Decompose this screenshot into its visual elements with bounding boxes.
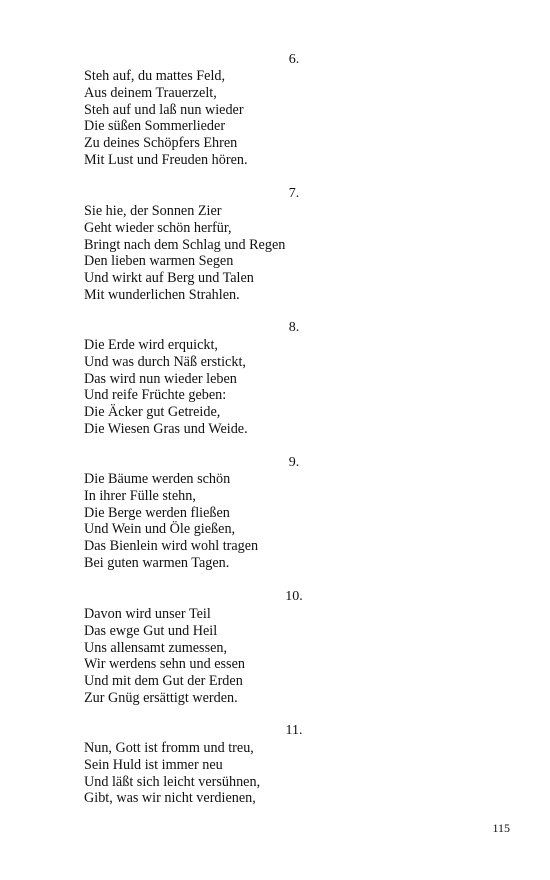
verse-line: Gibt, was wir nicht verdienen,	[84, 790, 256, 807]
verse-line: Geht wieder schön herfür,	[84, 219, 232, 236]
verse-line: In ihrer Fülle stehn,	[84, 487, 196, 504]
verse-line: Die Berge werden fließen	[84, 504, 230, 521]
stanza-lines	[84, 203, 285, 304]
verse-line: Aus deinem Trauerzelt,	[84, 84, 217, 101]
verse-line: Zur Gnüg ersättigt werden.	[84, 689, 238, 706]
stanza-number: 10.	[285, 589, 303, 604]
verse-line: Und mit dem Gut der Erden	[84, 673, 243, 690]
stanza-lines	[84, 740, 260, 807]
verse-line: Zu deines Schöpfers Ehren	[84, 135, 238, 152]
verse-line: Steh auf und laß nun wieder	[84, 101, 244, 118]
verse-line: Das Bienlein wird wohl tragen	[84, 538, 259, 555]
verse-line: Uns allensamt zumessen,	[84, 639, 228, 656]
verse-line: Davon wird unser Teil	[84, 606, 211, 622]
verse-line: Und wirkt auf Berg und Talen	[84, 270, 254, 287]
stanza-number: 11.	[285, 723, 303, 738]
stanza-lines	[84, 337, 248, 438]
verse-line: Die Wiesen Gras und Weide.	[84, 420, 248, 437]
stanza-lines	[84, 68, 248, 169]
verse-line: Die Erde wird erquickt,	[84, 337, 218, 353]
stanza-lines	[84, 471, 258, 572]
verse-line: Und läßt sich leicht versühnen,	[84, 773, 261, 790]
verse-line: Nun, Gott ist fromm und treu,	[84, 740, 254, 756]
verse-line: Wir werdens sehn und essen	[84, 656, 245, 673]
verse-line: Das ewge Gut und Heil	[84, 622, 218, 639]
verse-line: Und was durch Näß erstickt,	[84, 353, 246, 370]
verse-line: Mit Lust und Freuden hören.	[84, 151, 248, 168]
stanza-number: 7.	[288, 186, 300, 201]
verse-line: Mit wunderlichen Strahlen.	[84, 286, 240, 303]
verse-line: Und Wein und Öle gießen,	[84, 521, 236, 538]
page-number: 115	[492, 821, 510, 835]
verse-line: Und reife Früchte geben:	[84, 387, 227, 404]
verse-line: Bei guten warmen Tagen.	[84, 554, 230, 571]
verse-line: Die Äcker gut Getreide,	[84, 404, 221, 421]
verse-line: Bringt nach dem Schlag und Regen	[84, 236, 286, 253]
stanza-number: 8.	[288, 320, 300, 335]
verse-line: Die süßen Sommerlieder	[84, 118, 226, 135]
verse-line: Sein Huld ist immer neu	[84, 756, 223, 773]
stanza-number: 9.	[288, 455, 300, 470]
verse-line: Die Bäume werden schön	[84, 471, 231, 487]
stanza-number: 6.	[288, 52, 300, 67]
stanza-lines	[84, 606, 245, 707]
verse-line: Das wird nun wieder leben	[84, 370, 237, 387]
verse-line: Sie hie, der Sonnen Zier	[84, 203, 222, 219]
verse-line: Steh auf, du mattes Feld,	[84, 68, 226, 84]
verse-line: Den lieben warmen Segen	[84, 253, 234, 270]
